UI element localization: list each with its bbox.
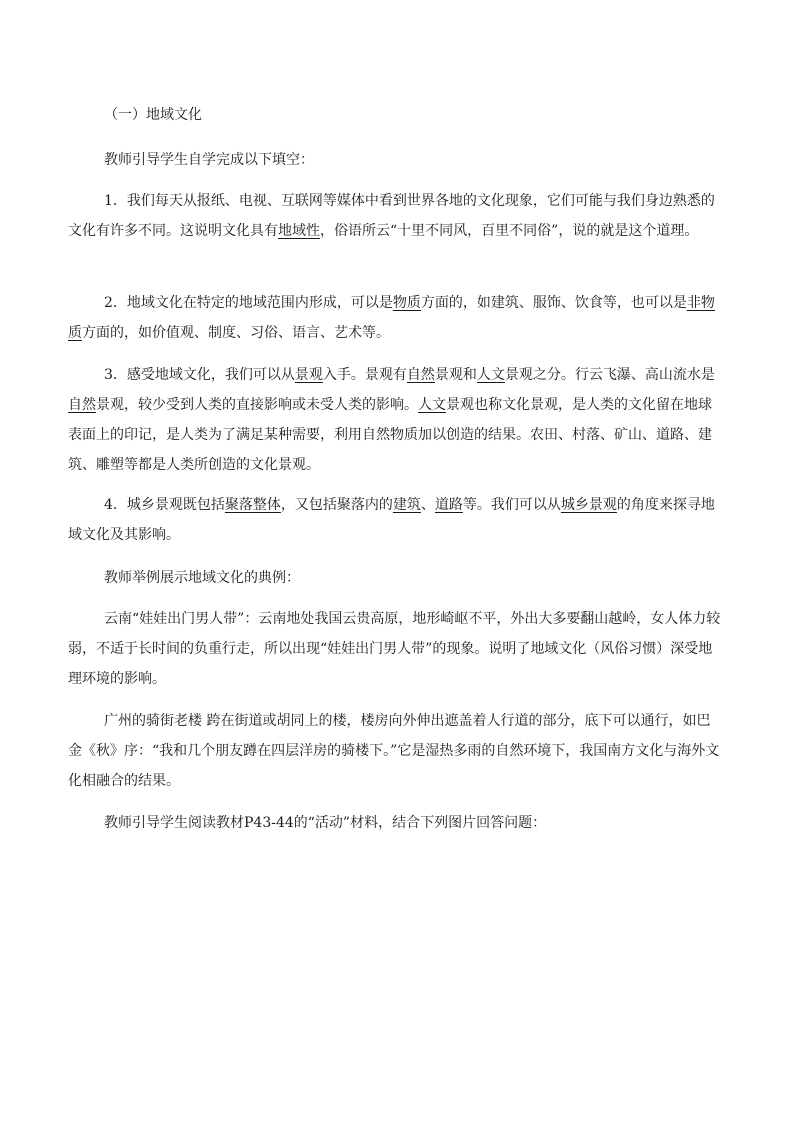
item-2-text-c: 方面的，如价值观、制度、习俗、语言、艺术等。 (82, 325, 390, 341)
blank-answer-natural-2: 自然 (68, 397, 96, 413)
item-2-paragraph (68, 288, 724, 348)
section-heading: （一）地域文化 (104, 107, 202, 123)
item-3-text-d: 景观之分。行云飞瀑、高山流水是 (504, 367, 715, 383)
item-3-text-f: 景观也称文化景观，是人类的文化留在地球表面上的印记，是人类为了满足某种需要，利用自然物质加以创造的结果。农田、村落、矿山、道路、建筑、雕塑等都是人类所创造的文化景观。 (68, 397, 712, 473)
item-4-text-c: 、 (420, 497, 435, 513)
item-1-text-b: ，俗语所云“十里不同风，百里不同俗”，说的就是这个道理。 (320, 223, 699, 239)
item-2-text-b: 方面的，如建筑、服饰、饮食等，也可以是 (420, 295, 687, 311)
item-3-text-e: 景观，较少受到人类的直接影响或未受人类的影响。 (96, 397, 418, 413)
teacher-intro-examples: 教师举例展示地域文化的典例： (104, 570, 300, 586)
item-1-paragraph (68, 186, 724, 246)
item-4-text-b: ，又包括聚落内的 (280, 497, 393, 513)
blank-answer-humanistic-1: 人文 (476, 367, 505, 383)
blank-answer-settlement-whole: 聚落整体 (224, 497, 281, 513)
blank-answer-humanistic-2: 人文 (418, 397, 446, 413)
item-4-paragraph (68, 490, 724, 550)
blank-answer-material: 物质 (392, 295, 421, 311)
blank-answer-urban-rural-landscape: 城乡景观 (560, 497, 617, 513)
item-3-text-b: 入手。景观有 (322, 367, 407, 383)
blank-answer-buildings: 建筑 (392, 497, 421, 513)
item-2-text-a: 2．地域文化在特定的地域范围内形成，可以是 (104, 295, 393, 311)
item-1-text-a: 1．我们每天从报纸、电视、互联网等媒体中看到世界各地的文化现象，它们可能与我们身边熟悉的文化有许多不同。这说明文化具有 (68, 193, 715, 239)
blank-answer-non-material: 非物质 (68, 295, 715, 341)
teacher-intro-fill-blank: 教师引导学生自学完成以下填空： (104, 152, 314, 168)
item-3-text-c: 景观和 (434, 367, 477, 383)
teacher-intro-activity: 教师引导学生阅读教材P43-44的“活动”材料，结合下列图片回答问题： (104, 815, 547, 831)
item-3-text-a: 3．感受地域文化，我们可以从 (104, 367, 295, 383)
blank-answer-roads: 道路 (434, 497, 463, 513)
item-4-text-d: 等。我们可以从 (462, 497, 561, 513)
example-guangzhou-paragraph: 广州的骑街老楼 跨在街道或胡同上的楼，楼房向外伸出遮盖着人行道的部分，底下可以通行，如巴金《秋》序：“我和几个朋友蹲在四层洋房的骑楼下。”它是湿热多雨的自然环境下，我国南方文化与海外文化相融合的结果。 (68, 713, 720, 789)
blank-answer-landscape: 景观 (294, 367, 323, 383)
blank-answer-natural-1: 自然 (406, 367, 435, 383)
item-4-text-e: 的角度来探寻地域文化及其影响。 (68, 497, 715, 543)
item-4-text-a: 4．城乡景观既包括 (104, 497, 225, 513)
example-yunnan-paragraph: 云南“娃娃出门男人带”：云南地处我国云贵高原，地形崎岖不平，外出大多要翻山越岭，女人体力较弱，不适于长时间的负重行走，所以出现“娃娃出门男人带”的现象。说明了地域文化（风俗习惯）深受地理环境的影响。 (68, 611, 721, 687)
blank-answer-regionality: 地域性 (278, 223, 320, 239)
item-3-paragraph (68, 360, 724, 480)
